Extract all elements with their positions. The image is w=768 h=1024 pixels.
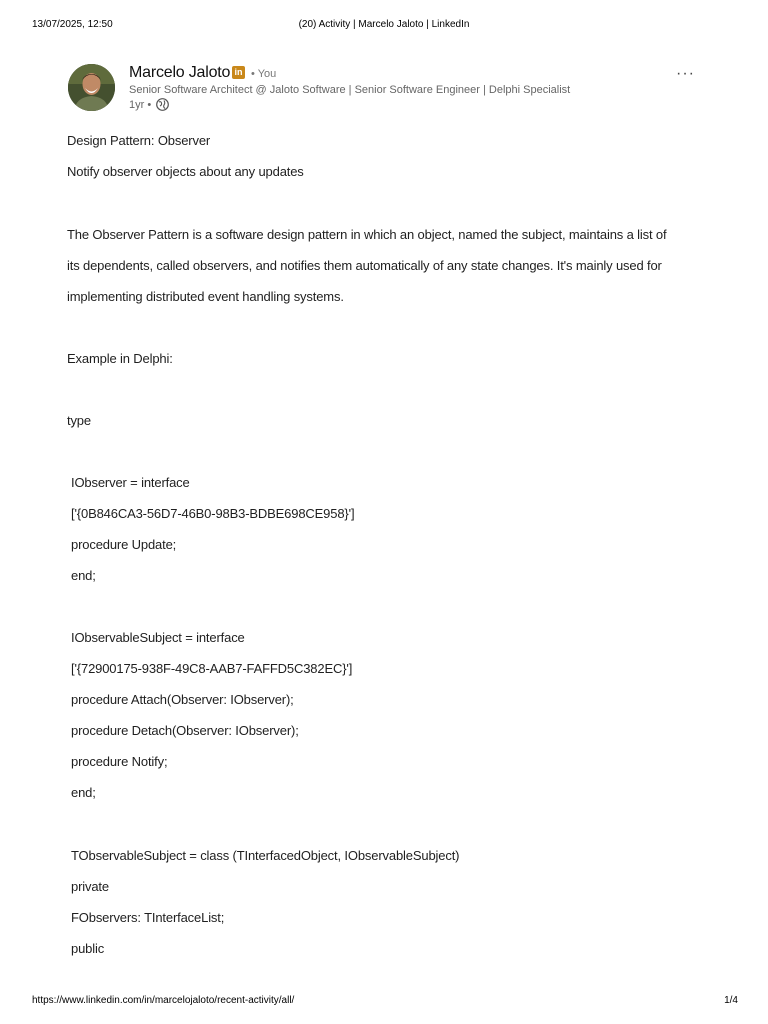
description-line: its dependents, called observers, and notifies them automatically of any state changes. It's mainly used for bbox=[67, 258, 662, 273]
code-line: end; bbox=[71, 568, 96, 583]
code-line: private bbox=[71, 879, 109, 894]
code-line: procedure Notify; bbox=[71, 754, 168, 769]
code-line: end; bbox=[71, 785, 96, 800]
globe-icon bbox=[156, 98, 169, 114]
post-title: Design Pattern: Observer bbox=[67, 133, 211, 148]
code-line: procedure Attach(Observer: IObserver); bbox=[71, 692, 294, 707]
print-datetime: 13/07/2025, 12:50 bbox=[32, 19, 113, 30]
print-page-title: (20) Activity | Marcelo Jaloto | LinkedIn bbox=[298, 19, 470, 30]
linkedin-premium-icon: in bbox=[232, 66, 245, 79]
post-header bbox=[68, 64, 698, 114]
code-line: procedure Update; bbox=[71, 537, 177, 552]
avatar[interactable] bbox=[68, 64, 115, 111]
print-page-number: 1/4 bbox=[724, 995, 738, 1006]
code-line: procedure Detach(Observer: IObserver); bbox=[71, 723, 299, 738]
author-name[interactable]: Marcelo Jaloto bbox=[129, 64, 231, 81]
more-options-button[interactable]: ··· bbox=[676, 65, 695, 82]
code-line: ['{72900175-938F-49C8-AAB7-FAFFD5C382EC}'] bbox=[71, 661, 353, 676]
code-line: IObserver = interface bbox=[71, 475, 190, 490]
code-line: type bbox=[67, 413, 91, 428]
code-line: FObservers: TInterfaceList; bbox=[71, 910, 225, 925]
avatar-photo bbox=[68, 64, 115, 111]
description-line: implementing distributed event handling systems. bbox=[67, 289, 344, 304]
post-subtitle: Notify observer objects about any updates bbox=[67, 164, 304, 179]
code-line: IObservableSubject = interface bbox=[71, 630, 245, 645]
example-heading: Example in Delphi: bbox=[67, 351, 173, 366]
code-line: public bbox=[71, 941, 105, 956]
description-line: The Observer Pattern is a software design pattern in which an object, named the subject, maintains a list of bbox=[67, 227, 667, 242]
print-url: https://www.linkedin.com/in/marcelojaloto/recent-activity/all/ bbox=[32, 995, 295, 1006]
post-meta bbox=[129, 98, 169, 114]
code-line: TObservableSubject = class (TInterfacedObject, IObservableSubject) bbox=[71, 848, 460, 863]
code-line: ['{0B846CA3-56D7-46B0-98B3-BDBE698CE958}'] bbox=[71, 506, 355, 521]
you-label: • You bbox=[251, 68, 277, 80]
post-age: 1yr • bbox=[129, 99, 152, 111]
author-headline: Senior Software Architect @ Jaloto Software | Senior Software Engineer | Delphi Specialist bbox=[129, 84, 571, 96]
